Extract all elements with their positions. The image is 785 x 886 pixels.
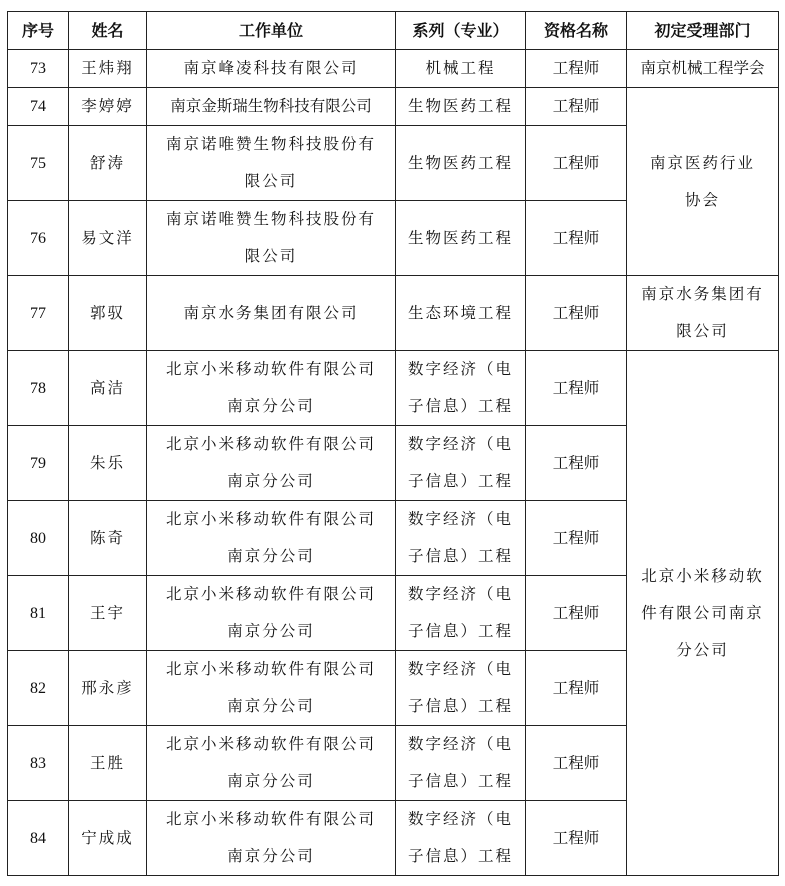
- unit-line: 限公司: [244, 247, 298, 265]
- cell-series: [396, 726, 526, 801]
- unit-line: 南京分公司: [227, 397, 315, 415]
- series-line: 子信息）工程: [407, 847, 513, 865]
- cell-unit: [147, 126, 396, 201]
- department-line: 分公司: [676, 640, 729, 659]
- cell-title: 工程师: [526, 201, 627, 276]
- cell-name: 舒涛: [69, 126, 147, 201]
- cell-name: 邢永彦: [69, 651, 147, 726]
- cell-unit: [147, 426, 396, 501]
- cell-title: 工程师: [526, 351, 627, 426]
- cell-unit: [147, 726, 396, 801]
- cell-seq: 84: [8, 801, 69, 876]
- cell-seq: 82: [8, 651, 69, 726]
- unit-line: 南京分公司: [227, 472, 315, 490]
- cell-department: 南京机械工程学会: [627, 50, 779, 88]
- unit-line: 北京小米移动软件有限公司: [165, 510, 376, 528]
- cell-department: [627, 88, 779, 276]
- series-line: 数字经济（电: [407, 360, 513, 378]
- cell-series: [396, 426, 526, 501]
- series-line: 子信息）工程: [407, 772, 513, 790]
- cell-title: 工程师: [526, 576, 627, 651]
- series-line: 数字经济（电: [407, 435, 513, 453]
- cell-unit: [147, 651, 396, 726]
- unit-line: 南京分公司: [227, 547, 315, 565]
- cell-unit: [147, 351, 396, 426]
- cell-title: 工程师: [526, 501, 627, 576]
- series-line: 子信息）工程: [407, 397, 513, 415]
- series-line: 子信息）工程: [407, 697, 513, 715]
- table-row: [8, 351, 779, 426]
- cell-seq: 80: [8, 501, 69, 576]
- table-container: [7, 11, 779, 876]
- series-line: 数字经济（电: [407, 510, 513, 528]
- cell-name: 李婷婷: [69, 88, 147, 126]
- cell-title: 工程师: [526, 50, 627, 88]
- cell-title: 工程师: [526, 651, 627, 726]
- cell-unit: 南京峰凌科技有限公司: [147, 50, 396, 88]
- department-line: 件有限公司南京: [641, 603, 764, 622]
- cell-seq: 74: [8, 88, 69, 126]
- cell-unit: 南京水务集团有限公司: [147, 276, 396, 351]
- cell-name: 高洁: [69, 351, 147, 426]
- cell-unit: [147, 201, 396, 276]
- unit-line: 北京小米移动软件有限公司: [165, 660, 376, 678]
- unit-line: 北京小米移动软件有限公司: [165, 735, 376, 753]
- cell-name: 王宇: [69, 576, 147, 651]
- series-line: 数字经济（电: [407, 735, 513, 753]
- header-title: 资格名称: [526, 12, 627, 50]
- cell-series: 生物医药工程: [396, 126, 526, 201]
- department-line: 南京医药行业: [649, 153, 755, 172]
- unit-line: 南京分公司: [227, 772, 315, 790]
- unit-line: 南京分公司: [227, 847, 315, 865]
- department-line: 南京水务集团有: [641, 285, 764, 303]
- series-line: 数字经济（电: [407, 585, 513, 603]
- cell-series: [396, 801, 526, 876]
- cell-seq: 73: [8, 50, 69, 88]
- cell-series: 生物医药工程: [396, 88, 526, 126]
- header-row: [8, 12, 779, 50]
- unit-line: 限公司: [244, 172, 298, 190]
- cell-unit: [147, 501, 396, 576]
- cell-name: 易文洋: [69, 201, 147, 276]
- cell-seq: 78: [8, 351, 69, 426]
- unit-line: 北京小米移动软件有限公司: [165, 810, 376, 828]
- cell-seq: 79: [8, 426, 69, 501]
- cell-unit: [147, 801, 396, 876]
- series-line: 子信息）工程: [407, 547, 513, 565]
- cell-name: 朱乐: [69, 426, 147, 501]
- unit-line: 北京小米移动软件有限公司: [165, 435, 376, 453]
- cell-seq: 81: [8, 576, 69, 651]
- department-line: 协会: [684, 190, 720, 209]
- qualification-table: [7, 11, 779, 876]
- cell-series: [396, 351, 526, 426]
- cell-series: 生物医药工程: [396, 201, 526, 276]
- cell-series: 生态环境工程: [396, 276, 526, 351]
- department-line: 北京小米移动软: [641, 566, 764, 585]
- cell-title: 工程师: [526, 88, 627, 126]
- table-row: [8, 276, 779, 351]
- cell-seq: 75: [8, 126, 69, 201]
- cell-name: 宁成成: [69, 801, 147, 876]
- series-line: 子信息）工程: [407, 472, 513, 490]
- cell-department: [627, 276, 779, 351]
- unit-line: 南京分公司: [227, 622, 315, 640]
- unit-line: 北京小米移动软件有限公司: [165, 585, 376, 603]
- cell-unit: 南京金斯瑞生物科技有限公司: [147, 88, 396, 126]
- header-unit: 工作单位: [147, 12, 396, 50]
- cell-name: 陈奇: [69, 501, 147, 576]
- cell-title: 工程师: [526, 276, 627, 351]
- cell-department: [627, 351, 779, 876]
- series-line: 子信息）工程: [407, 622, 513, 640]
- header-name: 姓名: [69, 12, 147, 50]
- cell-name: 郭驭: [69, 276, 147, 351]
- cell-seq: 76: [8, 201, 69, 276]
- cell-title: 工程师: [526, 426, 627, 501]
- cell-title: 工程师: [526, 126, 627, 201]
- unit-line: 南京诺唯赞生物科技股份有: [165, 210, 376, 228]
- header-department: 初定受理部门: [627, 12, 779, 50]
- unit-line: 南京诺唯赞生物科技股份有: [165, 135, 376, 153]
- cell-name: 王胜: [69, 726, 147, 801]
- cell-unit: [147, 576, 396, 651]
- header-series: 系列（专业）: [396, 12, 526, 50]
- unit-line: 北京小米移动软件有限公司: [165, 360, 376, 378]
- cell-series: [396, 501, 526, 576]
- table-row: [8, 50, 779, 88]
- cell-title: 工程师: [526, 726, 627, 801]
- cell-series: 机械工程: [396, 50, 526, 88]
- cell-seq: 77: [8, 276, 69, 351]
- cell-name: 王炜翔: [69, 50, 147, 88]
- cell-seq: 83: [8, 726, 69, 801]
- cell-series: [396, 651, 526, 726]
- series-line: 数字经济（电: [407, 660, 513, 678]
- cell-series: [396, 576, 526, 651]
- department-line: 限公司: [676, 322, 729, 340]
- series-line: 数字经济（电: [407, 810, 513, 828]
- cell-title: 工程师: [526, 801, 627, 876]
- header-seq: 序号: [8, 12, 69, 50]
- table-row: [8, 88, 779, 126]
- unit-line: 南京分公司: [227, 697, 315, 715]
